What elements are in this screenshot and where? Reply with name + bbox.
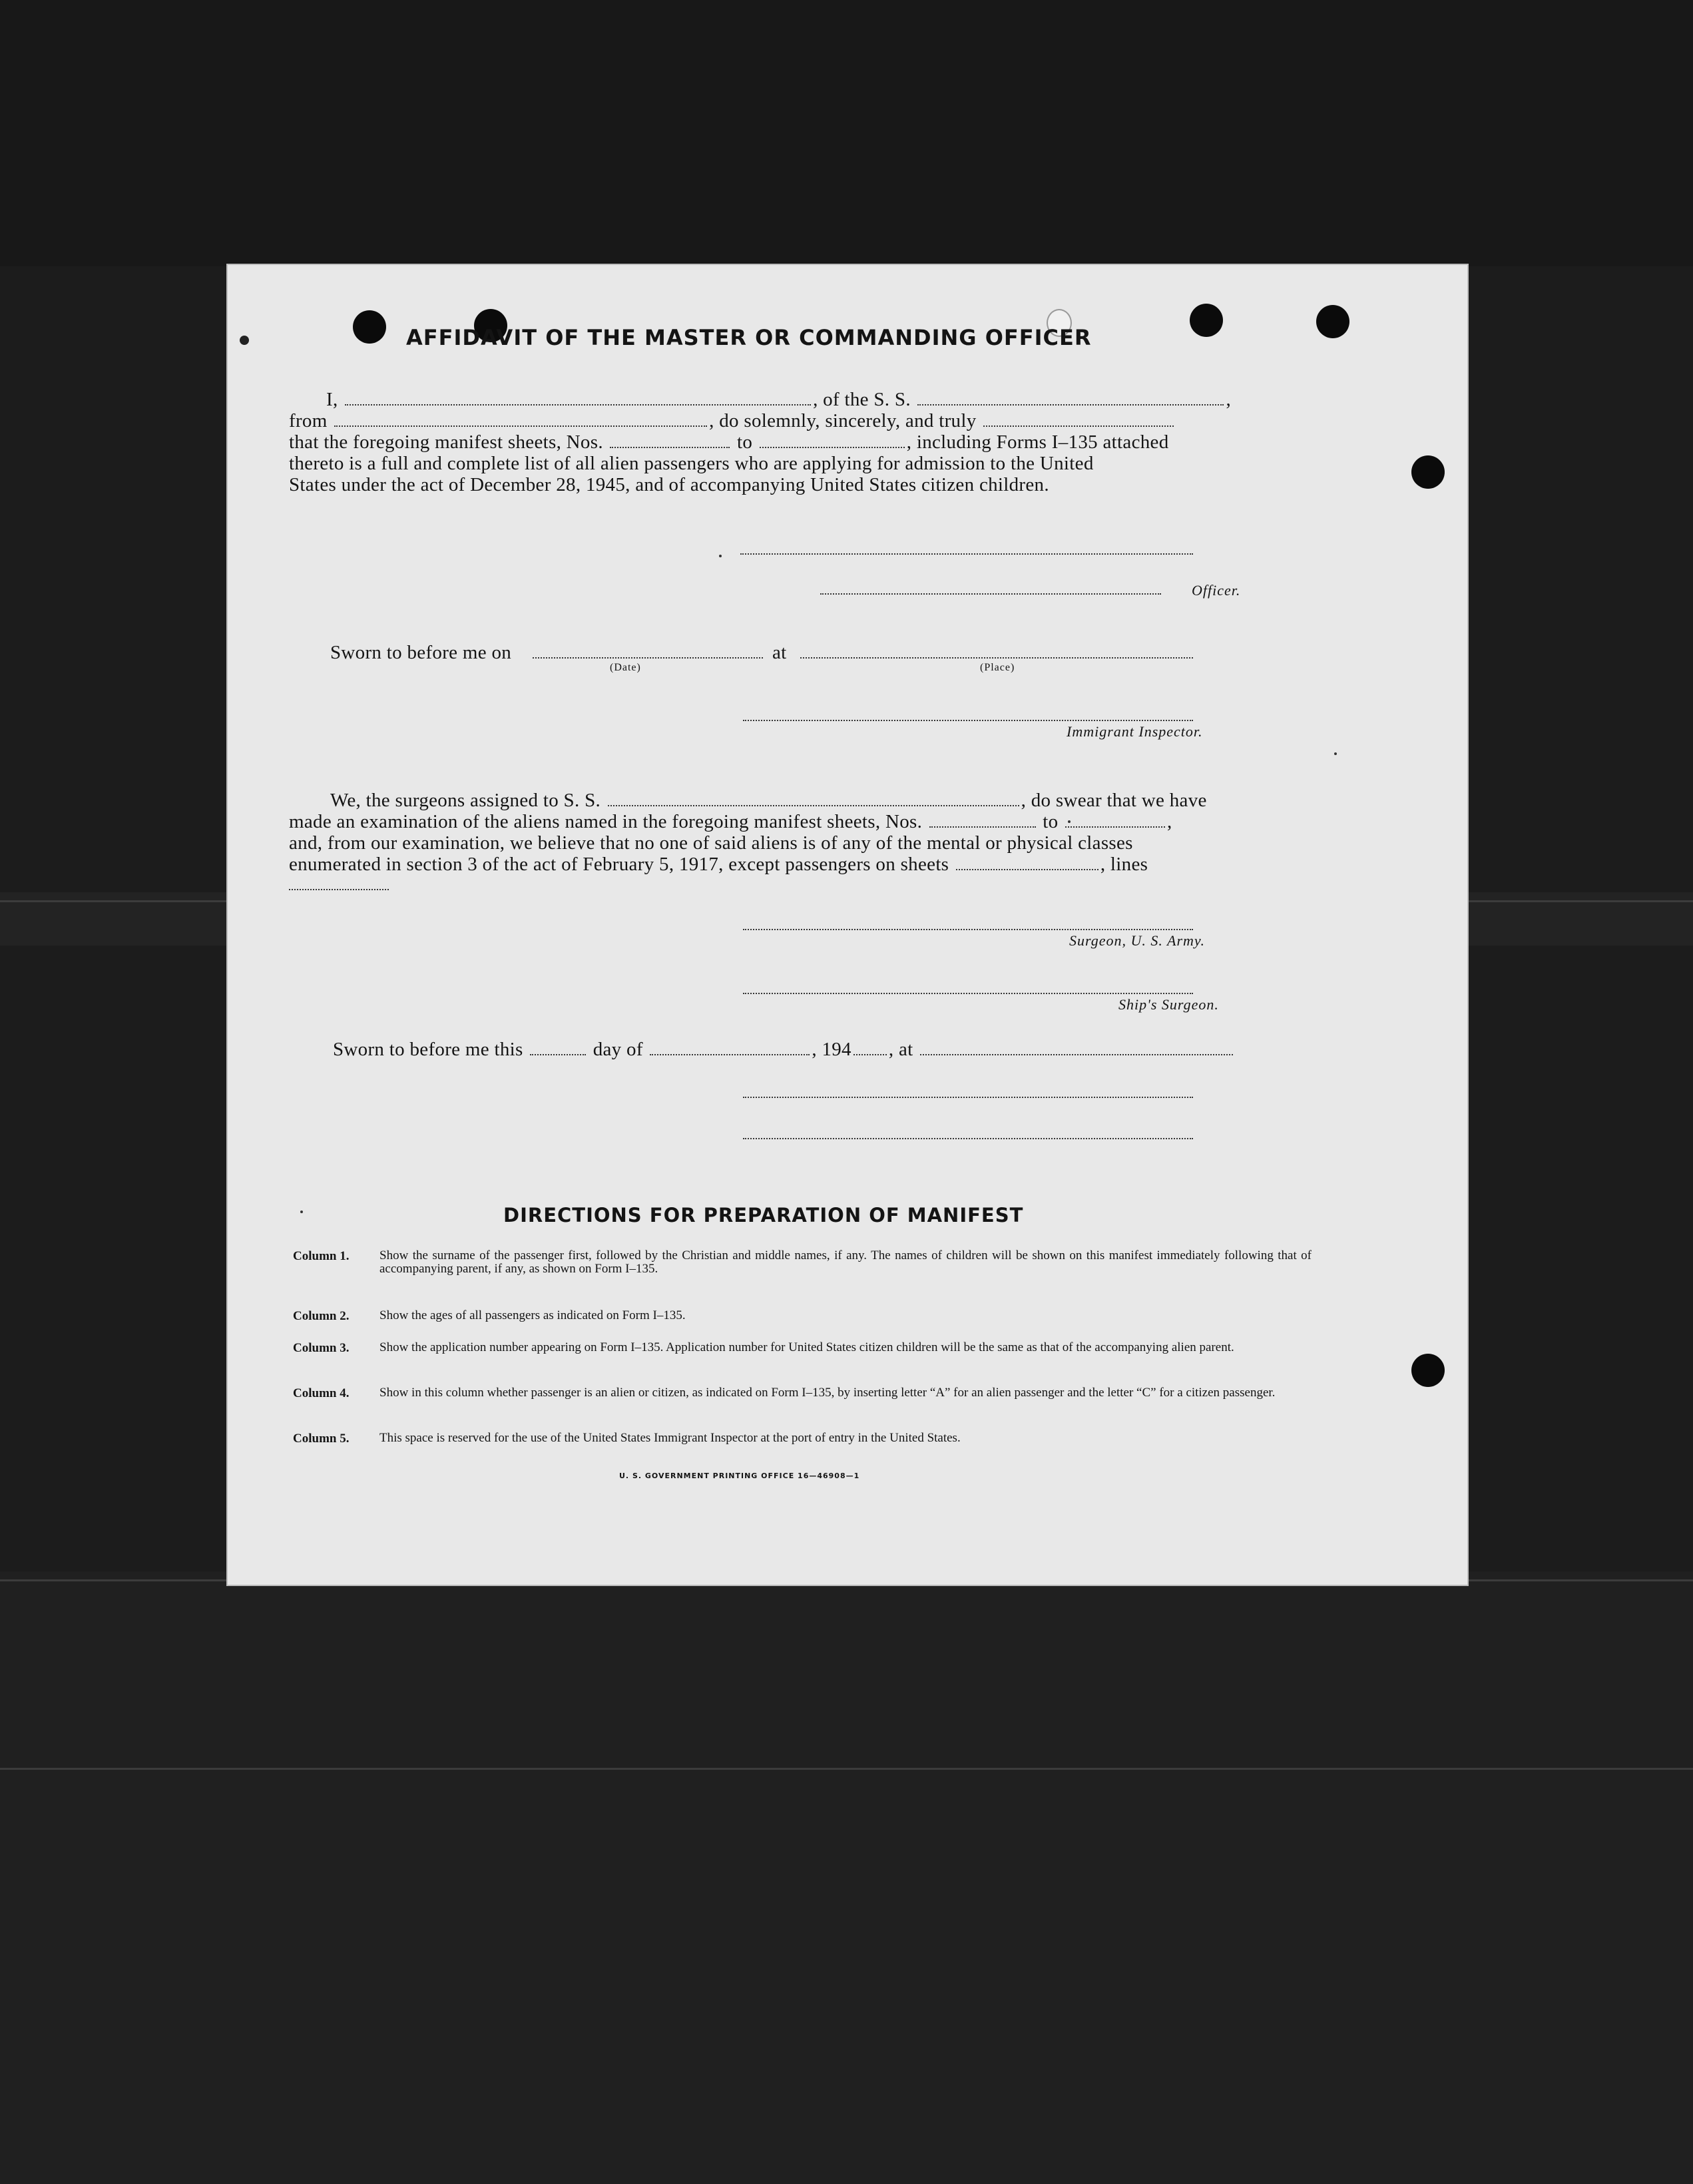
surgeons-l2-start: made an examination of the aliens named in the foregoing manifest sheets, Nos.: [289, 811, 923, 832]
ink-mark: [240, 336, 249, 345]
officer-signature-line-1[interactable]: [740, 553, 1193, 555]
place-caption: (Place): [980, 662, 1015, 673]
ship-name-field[interactable]: [917, 404, 1224, 406]
column-3-label: Column 3.: [293, 1341, 350, 1355]
surgeons-line-2: [289, 811, 1172, 833]
surgeons-line-1: [330, 790, 1207, 812]
surgeons-sworn-line: [333, 1039, 1235, 1061]
sworn-at-label: , at: [888, 1039, 913, 1060]
column-4-text: Show in this column whether passenger is an alien or citizen, as indicated on Form I–135, by inserting letter “A” for an alien passenger and the letter “C” for a citizen passenger.: [379, 1386, 1276, 1400]
affidavit-line-4: thereto is a full and complete list of all alien passengers who are applying for admission to the United: [289, 453, 1094, 474]
surgeons-l4-end: , lines: [1100, 854, 1148, 875]
background-top: [0, 0, 1693, 266]
inspector-signature-line[interactable]: [743, 719, 1193, 721]
printing-office-footer: U. S. GOVERNMENT PRINTING OFFICE 16—46908—1: [619, 1472, 860, 1480]
background-bottom: [0, 1571, 1693, 2184]
sworn-at-field[interactable]: [920, 1053, 1233, 1055]
sworn-place-field[interactable]: [800, 657, 1193, 659]
date-caption: (Date): [610, 662, 641, 673]
ink-mark: [300, 1211, 303, 1213]
at-label: at: [772, 642, 787, 663]
affidavit-l2-mid: , do solemnly, sincerely, and truly: [709, 410, 977, 431]
army-surgeon-caption: Surgeon, U. S. Army.: [1069, 932, 1205, 949]
punch-hole: [1190, 304, 1223, 337]
column-1-text: Show the surname of the passenger first, followed by the Christian and middle names, if any. The names of children will be shown on this manifest immediately following that of accompanying parent, if any, as shown on Form I–135.: [379, 1248, 1312, 1276]
inspector-caption: Immigrant Inspector.: [1067, 723, 1203, 740]
army-surgeon-signature-line[interactable]: [743, 928, 1193, 930]
day-of-label: day of: [593, 1039, 643, 1060]
surgeons-sheets-to-field[interactable]: [1065, 826, 1165, 828]
sworn-label: Sworn to before me on: [330, 642, 512, 663]
master-name-field[interactable]: [345, 404, 811, 406]
punch-hole: [1316, 305, 1349, 338]
affidavit-l3-end: , including Forms I–135 attached: [906, 431, 1169, 453]
oath-field[interactable]: [983, 425, 1174, 427]
affidavit-line-3: [289, 431, 1169, 453]
column-4-label: Column 4.: [293, 1386, 350, 1400]
affidavit-l3-start: that the foregoing manifest sheets, Nos.: [289, 431, 603, 453]
sworn-this-label: Sworn to before me this: [333, 1039, 523, 1060]
affidavit-l1-start: I,: [326, 389, 338, 410]
affidavit-line-1: [326, 389, 1231, 411]
form-sheet: [226, 264, 1469, 1586]
officer-signature-line-4[interactable]: [743, 1137, 1193, 1139]
scan-line: [0, 1768, 1693, 1770]
surgeons-l2-mid: to: [1043, 811, 1059, 832]
column-2-label: Column 2.: [293, 1309, 350, 1323]
officer-signature-line-2[interactable]: [820, 593, 1161, 595]
sworn-year-field[interactable]: [853, 1053, 887, 1055]
sworn-date-field[interactable]: [533, 657, 763, 659]
surgeons-l4-start: enumerated in section 3 of the act of February 5, 1917, except passengers on sheets: [289, 854, 949, 875]
surgeons-line-4: [289, 854, 1148, 876]
affidavit-l1-mid: , of the S. S.: [813, 389, 911, 410]
affidavit-line-5: States under the act of December 28, 1945, and of accompanying United States citizen children.: [289, 474, 1049, 495]
column-5-label: Column 5.: [293, 1432, 350, 1446]
punch-hole: [1411, 1354, 1445, 1387]
year-label: , 194: [812, 1039, 851, 1060]
directions-title: DIRECTIONS FOR PREPARATION OF MANIFEST: [503, 1204, 1024, 1227]
punch-hole: [353, 310, 386, 344]
ink-mark: [719, 555, 722, 557]
punch-hole: [1411, 455, 1445, 489]
port-from-field[interactable]: [334, 425, 707, 427]
surgeons-line-3: and, from our examination, we believe that no one of said aliens is of any of the mental or physical classes: [289, 832, 1133, 854]
officer-caption: Officer.: [1192, 582, 1241, 599]
sheets-to-field[interactable]: [760, 446, 905, 448]
sworn-day-field[interactable]: [530, 1053, 586, 1055]
sworn-month-field[interactable]: [650, 1053, 810, 1055]
affidavit-title: AFFIDAVIT OF THE MASTER OR COMMANDING OFFICER: [406, 325, 1092, 350]
affidavit-l2-start: from: [289, 410, 328, 431]
ship-surgeon-signature-line[interactable]: [743, 992, 1193, 994]
affidavit-l3-mid: to: [737, 431, 753, 453]
except-sheets-field[interactable]: [956, 868, 1098, 870]
ship-surgeon-caption: Ship's Surgeon.: [1118, 996, 1219, 1013]
column-5-text: This space is reserved for the use of the United States Immigrant Inspector at the port of entry in the United States.: [379, 1431, 961, 1445]
column-2-text: Show the ages of all passengers as indicated on Form I–135.: [379, 1308, 686, 1322]
column-1-label: Column 1.: [293, 1249, 350, 1263]
affidavit-l1-end: ,: [1226, 389, 1231, 410]
surgeons-l1-end: , do swear that we have: [1021, 790, 1207, 811]
surgeons-l2-end: ,: [1167, 811, 1172, 832]
surgeons-ship-field[interactable]: [608, 804, 1019, 806]
surgeons-l1-start: We, the surgeons assigned to S. S.: [330, 790, 601, 811]
officer-signature-line-3[interactable]: [743, 1096, 1193, 1098]
sheets-from-field[interactable]: [610, 446, 730, 448]
lines-field[interactable]: [289, 888, 389, 890]
ink-mark: [1334, 752, 1337, 755]
column-3-text: Show the application number appearing on Form I–135. Application number for United States citizen children will be the same as that of the accompanying alien parent.: [379, 1340, 1234, 1354]
surgeons-sheets-from-field[interactable]: [929, 826, 1036, 828]
affidavit-line-2: [289, 410, 1176, 432]
